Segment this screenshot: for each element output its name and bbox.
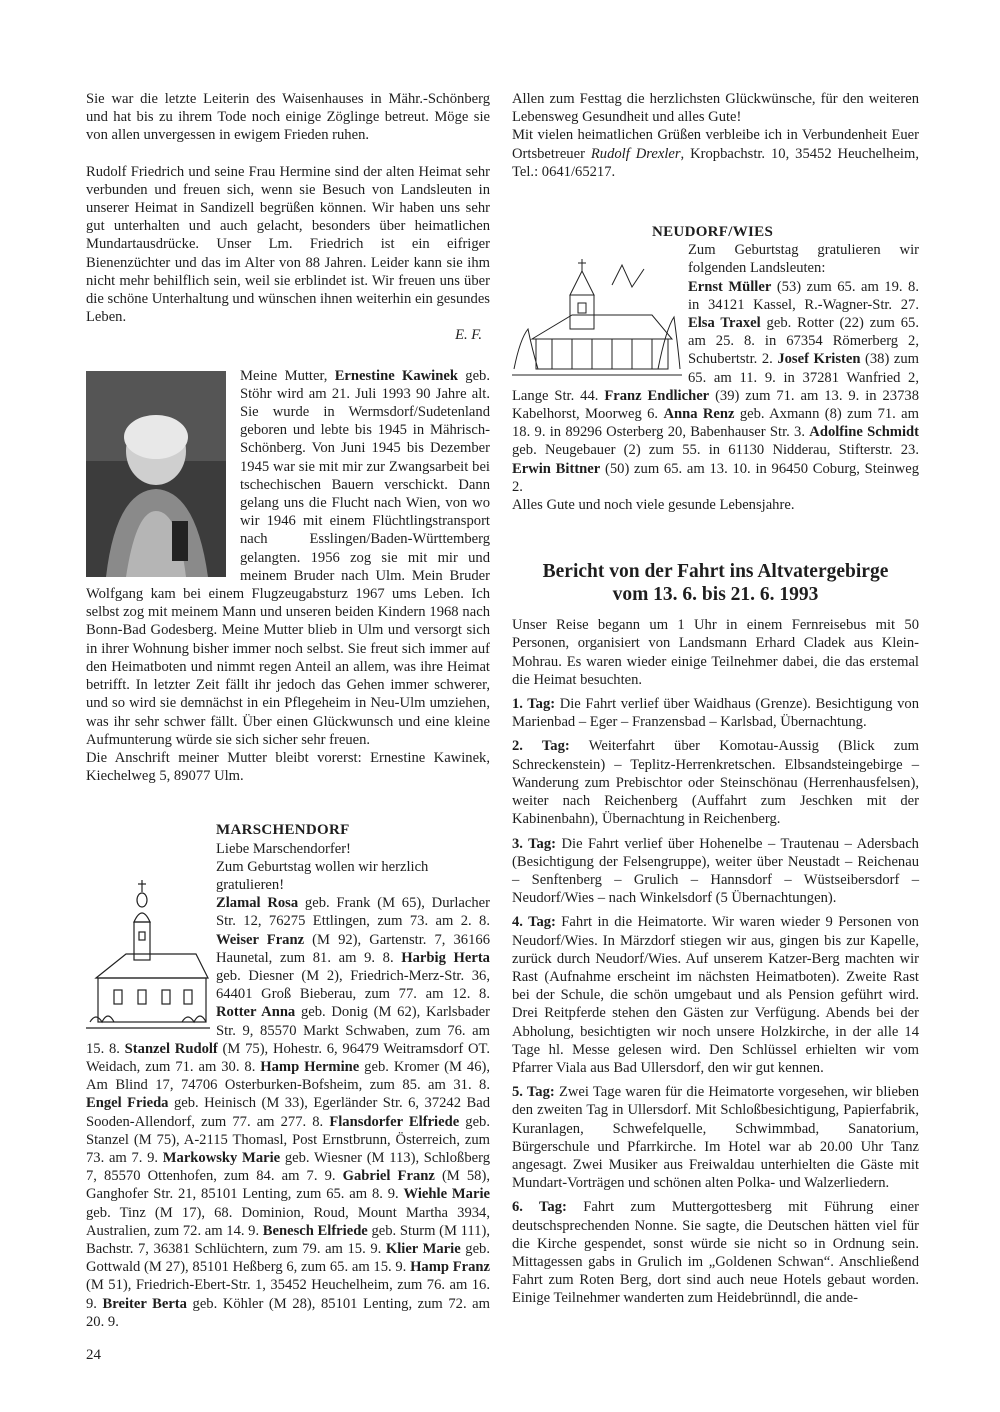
right-column [512,90,919,1308]
neudorf-entry-name: Josef Kristen [777,351,861,368]
mother-lead: Meine Mutter, [240,367,328,384]
marschendorf-entry-details: geb. Heinisch (M 33), Egerländer Str. 6, 37242 Bad Sooden-Allendorf, zum 77. am 277. 8. [86,1095,490,1130]
neudorf-intro: Zum Geburtstag gratulieren wir folgenden Landsleuten: [688,242,919,277]
neudorf-entry-details: geb. Neugebauer (2) zum 55. in 61130 Nidderau, Stifterstr. 23. [512,442,919,459]
bericht-day-label: 6. Tag: [512,1199,567,1216]
neudorf-entry-name: Franz Endlicher [604,387,710,404]
bericht-day-paragraph [512,913,919,1077]
closing-text: Mit vielen heimatlichen Grüßen verbleibe ich in Verbundenheit Euer Ortsbetreuer [512,127,919,162]
neudorf-entry-details: geb. Axmann (8) zum 71. am 18. 9. in 89296 Osterberg 20, Babenhauser Str. 3. [512,406,919,441]
closing-address: , Kropbachstr. 10, 35452 Heuchelheim, Tel.: 0641/65217. [512,145,919,180]
neudorf-section [512,223,919,514]
neudorf-heading: NEUDORF/WIES [652,224,774,241]
bericht-intro: Unser Reise begann um 1 Uhr in einem Fernreisebus mit 50 Personen, organisiert von Landsmann Erhard Cladek aus Klein-Mohrau. Es waren wieder einige Teilnehmer dabei, die das erstemal die Heimat besuchten. [512,617,919,688]
bericht-day-text: Fahrt in die Heimatorte. Wir waren wieder 9 Personen von Neudorf/Wies. In Märzdorf stiegen wir aus, gingen bis zur Kapelle, zurück durch Neudorf/Wies. Auf unserem Katzer-Berg machten wir Rast (Aufnahme erscheint im nächsten Heimatboten). Zweite Rast bei der Schule, die schön umgebaut und als Pension geführt wird. Drei Reitpferde stehen den Gästen zur Verfügung. Abends bei der Abholung, besichtigten wir noch unsere Holzkirche, in der alle 14 Tage hl. Messe gelesen wird. Den Schlüssel erhielten wir vom Pfarrer Viala aus Bad Ullersdorf, den wir gut kennen. [512,914,919,1076]
festtag-paragraph: Allen zum Festtag die herzlichsten Glückwünsche, für den weiteren Lebensweg Gesundheit und alles Gute! [512,91,919,126]
marschendorf-entry-name: Breiter Berta [102,1295,187,1312]
marschendorf-entry-details: (M 75), Hohestr. 6, 96479 Weitramsdorf OT. Weidach, zum 71. am 30. 8. [86,1040,491,1075]
marschendorf-entry-details: geb. Köhler (M 28), 85101 Lenting, zum 72. am 20. 9. [86,1295,490,1330]
marschendorf-entry-name: Zlamal Rosa [216,895,299,912]
bericht-day-text: Die Fahrt verlief über Waidhaus (Grenze). Besichtigung von Marienbad – Eger – Franzensbad – Karlsbad, Übernachtung. [512,696,919,731]
intro-paragraph: Sie war die letzte Leiterin des Waisenhauses in Mähr.-Schönberg und hat bis zu ihrem Tode noch einige Zöglinge betreut. Möge sie von allen unvergessen in ewigem Frieden ruhen. [86,91,490,144]
bericht-title-line1: Bericht von der Fahrt ins Altvatergebirge [542,561,889,583]
neudorf-closing: Alles Gute und noch viele gesunde Lebensjahre. [512,497,795,514]
marschendorf-heading: MARSCHENDORF [216,822,350,839]
bericht-day-label: 3. Tag: [512,835,557,852]
friedrich-signature: E. F. [455,327,482,344]
bericht-day-paragraph [512,1198,919,1307]
neudorf-entry-details: geb. Rotter (22) zum 65. am 25. 8. in 67354 Römerberg 2, Schubertstr. 2. [688,315,920,368]
wooden-church-illustration [512,255,682,385]
neudorf-entry-name: Ernst Müller [688,278,772,295]
neudorf-entry-details: (39) zum 71. am 13. 9. in 23738 Kabelhorst, Moorweg 6. [512,387,919,423]
marschendorf-entry-details: geb. Sturm (M 111), Bachstr. 7, 36381 Schlüchtern, zum 79. am 15. 9. [86,1222,490,1257]
neudorf-entry-name: Elsa Traxel [688,315,761,332]
church-illustration [86,878,210,1038]
marschendorf-entry-name: Rotter Anna [216,1004,296,1021]
marschendorf-entry-details: (M 51), Friedrich-Ebert-Str. 1, 35452 Heuchelheim, zum 76. am 16. 9. [86,1277,490,1312]
bericht-day-text: Weiterfahrt über Komotau-Aussig (Blick zum Schreckenstein) – Teplitz-Herrenkretschen. Elbsandsteingebirge – Wanderung zum Prebischtor oder Steinschönau (Herrenhausfelsen), weiter nach Reichenberg (Auffahrt zum Jeschken mit der Kabinenbahn), Übernachtung in Reichenberg. [512,738,919,828]
marschendorf-entry-name: Stanzel Rudolf [124,1040,218,1057]
marschendorf-entry-details: (M 58), Ganghofer Str. 21, 85101 Lenting, zum 65. am 8. 9. [86,1168,490,1203]
neudorf-entry-name: Anna Renz [663,406,735,423]
friedrich-paragraph: Rudolf Friedrich und seine Frau Hermine sind der alten Heimat sehr verbunden und freuen sich, wenn sie Besuch von Landsleuten in unserer Heimat in Sandizell begrüßen können. Wir haben uns sehr gut unterhalten und auch gelacht, besonders über heimatlichen Mundartausdrücke. Unser Lm. Friedrich ist ein eifriger Bienenzüchter und das im Alter von 88 Jahren. Leider kann sie ihm nicht mehr behilflich sein, weil sie erblindet ist. Wir freuen uns über die schöne Unterhaltung und wünschen ihnen weiterhin ein gesundes Leben. [86,163,490,326]
marschendorf-entry-name: Engel Frieda [86,1095,169,1112]
bericht-day-text: Fahrt zum Muttergottesberg mit Führung einer deutschsprechenden Nonne. Sie sagte, die Deutschen hätten viel für die Kirche gespendet, sonst würde sie nicht so in Ordnung sein. Mittagessen gabs in Grulich im „Goldenen Schwan“. Anschließend Fahrt zum Roten Berg, dort sind auch neue Hotels gebaut worden. Einige Teilnehmer wanderten zum Heidebrünndl, die ande- [512,1199,919,1307]
neudorf-entry-details: (50) zum 65. am 13. 10. in 96450 Coburg, Steinweg 2. [512,460,919,495]
mother-article [86,367,490,786]
bericht-day-paragraph [512,737,919,828]
marschendorf-entry-details: geb. Donig (M 62), Karlsbader Str. 9, 85570 Markt Schwaben, zum 76. am 15. 8. [86,1004,490,1057]
marschendorf-entry-name: Markowsky Marie [162,1149,281,1166]
bericht-day-text: Die Fahrt verlief über Hohenelbe – Trautenau – Adersbach (Besichtigung der Felsengruppe), weiter über Neustadt – Reichenau – Senftenberg – Grulich – Hannsdorf – Wüstseibersdorf – Neudorf/Wies – nach Winkelsdorf (5 Übernachtungen). [512,835,919,907]
bericht-day-paragraph [512,695,919,731]
friedrich-signature-line [86,326,490,344]
marschendorf-entry-details: geb. Wiesner (M 113), Schloßberg 7, 85570 Ottenhofen, zum 84. am 7. 9. [86,1149,490,1185]
mother-name: Ernestine Kawinek [334,367,458,384]
bericht-day-text: Zwei Tage waren für die Heimatorte vorgesehen, wir blieben den zweiten Tag in Ullersdorf. Mit Schloßbesichtigung, Papierfabrik, Kuranlagen, Schwefelquelle, Schwimmbad, Sanatorium, Bürgerschule und Pfarrkirche. Im Hotel war ab 20.00 Uhr Tanz angesagt. Zwei Musiker aus Freiwaldau unterhielten die Gäste mit Mundart-Vorträgen und schönen alten Polka- und Walzerliedern. [512,1084,919,1192]
closing-paragraph [512,126,919,181]
closing-name: Rudolf Drexler [590,145,681,162]
marschendorf-greeting: Liebe Marschendorfer! [216,840,351,857]
bericht-day-paragraph [512,835,919,908]
marschendorf-entry-name: Flansdorfer Elfriede [329,1113,460,1130]
marschendorf-entry-name: Hamp Franz [410,1259,490,1276]
marschendorf-entry-details: geb. Kromer (M 46), Am Blind 17, 74706 Osterburken-Bofsheim, zum 85. am 31. 8. [86,1058,490,1094]
marschendorf-entry-name: Wiehle Marie [403,1186,490,1203]
neudorf-entry-details: (53) zum 65. am 19. 8. in 34121 Kassel, R.-Wagner-Str. 27. [688,278,919,313]
marschendorf-entry-details: (M 92), Gartenstr. 7, 36166 Haunetal, zum 81. am 9. 8. [216,931,490,966]
marschendorf-intro: Zum Geburtstag wollen wir herzlich gratulieren! [216,858,429,893]
neudorf-entry-details: (38) zum 65. am 11. 9. in 37281 Wanfried 2, Lange Str. 44. [512,351,919,404]
marschendorf-entry-name: Gabriel Franz [342,1168,435,1185]
marschendorf-entry-name: Harbig Herta [401,949,490,966]
marschendorf-entry-details: geb. Tinz (M 17), 68. Dominion, Roud, Mount Martha 3934, Australien, zum 72. am 14. 9. [86,1204,490,1239]
bericht-days [512,695,919,1308]
marschendorf-section [86,821,490,1331]
marschendorf-entry-name: Benesch Elfriede [262,1222,368,1239]
portrait-photo [86,371,226,577]
page-number: 24 [86,1347,101,1363]
bericht-day-label: 5. Tag: [512,1084,555,1101]
marschendorf-entry-name: Klier Marie [385,1240,461,1257]
marschendorf-entry-details: geb. Diesner (M 2), Friedrich-Merz-Str. 36, 64401 Groß Bieberau, zum 77. am 12. 8. [216,967,490,1003]
bericht-section [512,560,919,1307]
mother-text: geb. Stöhr wird am 21. Juli 1993 90 Jahre alt. Sie wurde in Wermsdorf/Sudetenland geboren und lebte bis 1945 in Mährisch-Schönberg. Von Juni 1945 bis Dezember 1945 war sie mit mir zur Zwangsarbeit bei tschechischen Bauern verschickt. Dann gelang uns die Flucht nach Wien, von wo wir 1946 mit einem Flüchtlingstransport nach Esslingen/Baden-Württemberg gelangten. 1956 zog sie mit mir und meinem Bruder nach Ulm. Mein Bruder Wolfgang kam bei einem Flugzeugabsturz 1967 ums Leben. Ich selbst zog mit meinem Mann und unseren beiden Kindern 1968 nach Bonn-Bad Godesberg. Meine Mutter blieb in Ulm und versorgt sich in ihrer Wohnung bisher immer noch selbst. Sie freut sich immer auf den Heimatboten und nimmt regen Anteil an allem, was ihre Heimat betrifft. In letzter Zeit fällt ihr jedoch das Gehen immer schwerer, und so wird sie demnächst in ein Pflegeheim in Neu-Ulm umziehen, was ihr sehr schwer fällt. Über einen Glückwunsch und eine kleine Aufmunterung würde sie sich sicher sehr freuen. [86,367,490,748]
marschendorf-entry-name: Hamp Hermine [260,1058,360,1075]
bericht-day-label: 1. Tag: [512,696,556,713]
marschendorf-entry-details: geb. Stanzel (M 75), A-2115 Thomasl, Post Ernstbrunn, Österreich, zum 73. am 7. 9. [86,1113,490,1166]
bericht-day-label: 4. Tag: [512,914,556,931]
bericht-day-paragraph [512,1083,919,1192]
marschendorf-entry-details: geb. Gottwald (M 27), 85101 Heßberg 6, zum 65. am 15. 9. [86,1240,490,1276]
neudorf-entry-name: Erwin Bittner [512,460,601,477]
neudorf-entry-name: Adolfine Schmidt [809,424,919,441]
mother-address: Die Anschrift meiner Mutter bleibt vorerst: Ernestine Kawinek, Kiechelweg 5, 89077 Ulm. [86,749,490,785]
bericht-day-label: 2. Tag: [512,738,570,755]
marschendorf-entry-name: Weiser Franz [216,931,305,948]
marschendorf-entry-details: geb. Frank (M 65), Durlacher Str. 12, 76275 Ettlingen, zum 73. am 2. 8. [216,895,490,930]
left-column [86,90,490,1331]
bericht-title-line2: vom 13. 6. bis 21. 6. 1993 [612,584,819,606]
